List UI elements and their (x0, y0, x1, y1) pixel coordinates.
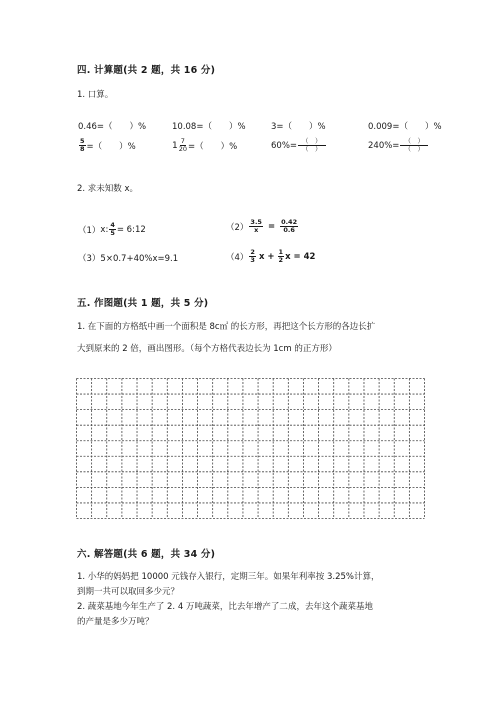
oral-calc-item: 1 $\frac{7}{20}$ =（ ）% (172, 137, 238, 153)
section-4-title: 四. 计算题(共 2 题，共 16 分) (77, 65, 216, 76)
equation-3: （3）5×0.7+40%x=9.1 (78, 254, 179, 264)
oral-calc-item: 0.46=（ ）% (78, 122, 147, 132)
fraction: $\frac{4}{5}$ (110, 221, 115, 237)
fraction: $\frac{( )}{( )}$ (400, 138, 428, 153)
fraction: $\frac{1}{2}$ (278, 248, 284, 264)
drawing-question-line: 大到原来的 2 倍，画出图形。（每个方格代表边长为 1cm 的正方形） (77, 344, 337, 354)
fraction: $\frac{5}{8}$ (80, 137, 85, 153)
equation-1: （1） x: $\frac{4}{5}$ = 6:12 (78, 221, 146, 237)
fraction: $\frac{( )}{( )}$ (298, 138, 326, 153)
fraction: $\frac{0.42}{0.6}$ (281, 218, 298, 234)
word-problem-1-line: 1. 小华的妈妈把 10000 元钱存入银行，定期三年。如果年利率按 3.25%计算， (77, 572, 380, 582)
equation-2: （2） $\frac{3.5}{x}$ = $\frac{0.42}{0.6}$ (226, 218, 298, 234)
word-problem-2-line: 的产量是多少万吨？ (77, 617, 154, 627)
oral-calc-item: 10.08=（ ）% (172, 122, 246, 132)
section-5-title: 五. 作图题(共 1 题，共 5 分) (77, 298, 209, 309)
fraction: $\frac{7}{20}$ (178, 137, 188, 153)
section-6-title: 六. 解答题(共 6 题，共 34 分) (77, 549, 216, 560)
question-1-label: 1. 口算。 (77, 90, 114, 100)
oral-calc-item: $\frac{5}{8}$ =（ ）% (80, 137, 136, 153)
oral-calc-item: 3=（ ）% (271, 122, 326, 132)
oral-calc-item: 60%= $\frac{( )}{( )}$ (271, 138, 327, 153)
fraction: $\frac{3.5}{x}$ (250, 218, 262, 234)
square-grid-paper (76, 378, 426, 520)
oral-calc-item: 240%= $\frac{( )}{( )}$ (368, 138, 429, 153)
equation-4: （4） $\frac{2}{3}$ x + $\frac{1}{2}$ x = 42 (226, 248, 316, 264)
question-2-label: 2. 求未知数 x。 (77, 184, 139, 194)
oral-calc-item: 0.009=（ ）% (368, 122, 442, 132)
fraction: $\frac{2}{3}$ (250, 248, 255, 264)
word-problem-2-line: 2. 蔬菜基地今年生产了 2. 4 万吨蔬菜，比去年增产了二成，去年这个蔬菜基地 (77, 602, 373, 612)
word-problem-1-line: 到期一共可以取回多少元？ (77, 587, 180, 597)
drawing-question-line: 1. 在下面的方格纸中画一个面积是 8c㎡ 的长方形，再把这个长方形的各边长扩 (77, 322, 376, 332)
